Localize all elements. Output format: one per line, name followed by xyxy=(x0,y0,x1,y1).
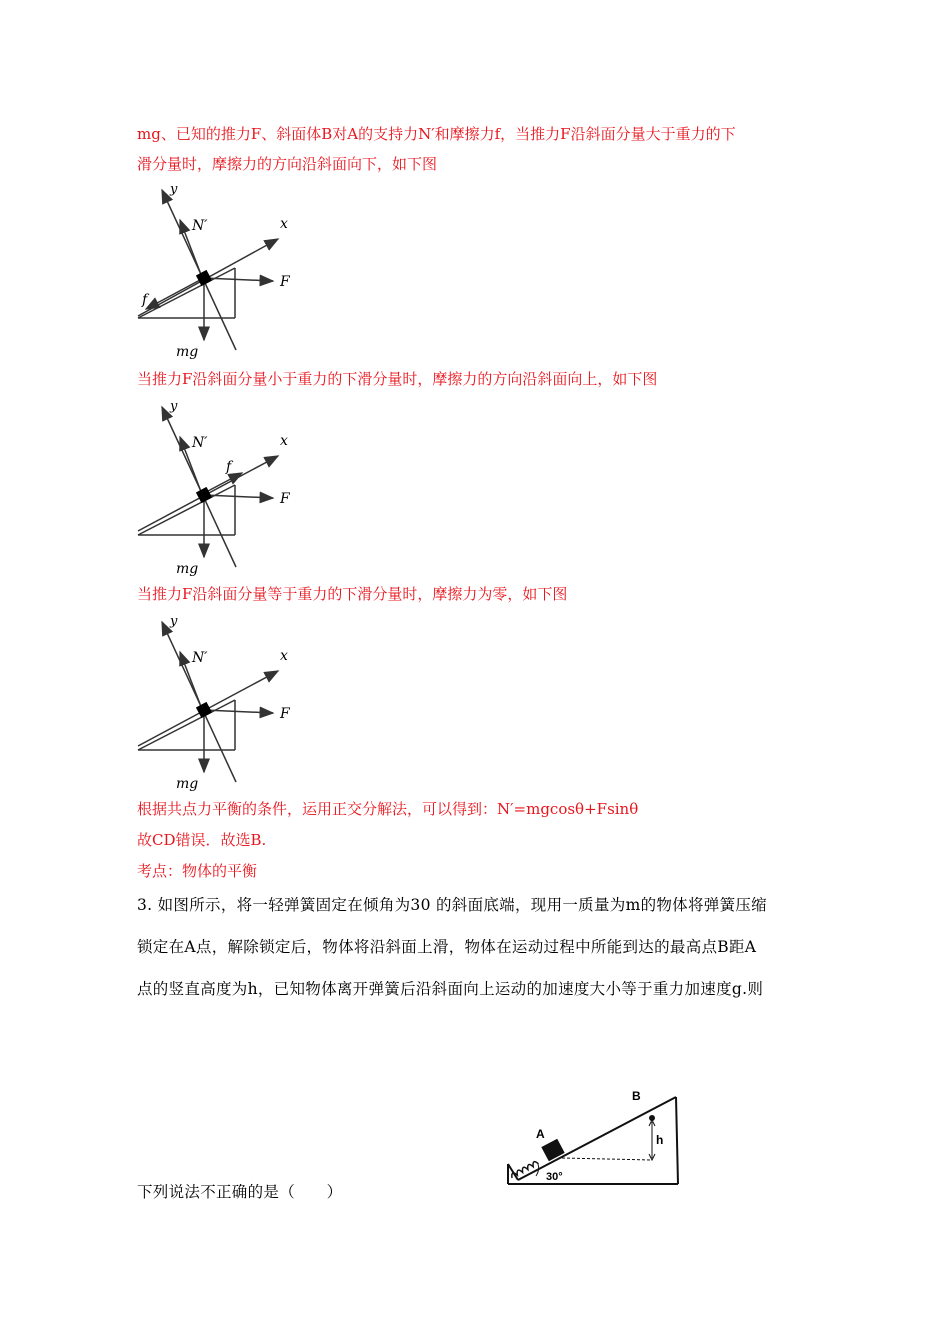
label-f: f xyxy=(226,459,232,475)
label-h: h xyxy=(656,1133,664,1147)
label-y: y xyxy=(170,614,178,629)
label-angle: 30° xyxy=(546,1171,563,1183)
label-F: F xyxy=(280,491,290,507)
question3-line2: 锁定在A点，解除锁定后，物体将沿斜面上滑，物体在运动过程中所能到达的最高点B距A xyxy=(137,938,757,956)
answer-intro-line2: 滑分量时，摩擦力的方向沿斜面向下，如下图 xyxy=(137,155,438,173)
label-N: N′ xyxy=(192,218,208,234)
incline-spring-figure xyxy=(500,1080,690,1190)
answer-conclusion: 故CD错误．故选B. xyxy=(137,831,267,849)
label-x: x xyxy=(280,648,288,664)
label-x: x xyxy=(280,216,288,232)
label-y: y xyxy=(170,399,178,414)
label-B: B xyxy=(632,1089,641,1103)
label-N: N′ xyxy=(192,650,208,666)
answer-equation: 根据共点力平衡的条件，运用正交分解法，可以得到：N′=mgcosθ+Fsinθ xyxy=(137,800,639,818)
label-x: x xyxy=(280,433,288,449)
label-mg: mg xyxy=(176,561,199,577)
label-F: F xyxy=(280,706,290,722)
question3-line1: 3. 如图所示，将一轻弹簧固定在倾角为30 的斜面底端，现用一质量为m的物体将弹簧压缩 xyxy=(137,896,767,914)
question3-line3: 点的竖直高度为h，已知物体离开弹簧后沿斜面向上运动的加速度大小等于重力加速度g.则 xyxy=(137,980,764,998)
label-f: f xyxy=(142,292,148,308)
label-mg: mg xyxy=(176,344,199,360)
force-diagram-friction-down xyxy=(130,178,310,363)
force-diagram-friction-zero xyxy=(130,610,310,795)
force-diagram-friction-up xyxy=(130,395,310,580)
question3-line4: 下列说法不正确的是（ ） xyxy=(137,1183,343,1201)
answer-case-friction-up: 当推力F沿斜面分量小于重力的下滑分量时，摩擦力的方向沿斜面向上，如下图 xyxy=(137,370,658,388)
label-A: A xyxy=(536,1127,545,1141)
label-F: F xyxy=(280,274,290,290)
label-y: y xyxy=(170,182,178,197)
answer-topic: 考点：物体的平衡 xyxy=(137,862,258,880)
label-N: N′ xyxy=(192,435,208,451)
answer-intro-line1: mg、已知的推力F、斜面体B对A的支持力N′和摩擦力f，当推力F沿斜面分量大于重力的下 xyxy=(137,125,736,143)
label-mg: mg xyxy=(176,776,199,792)
answer-case-friction-zero: 当推力F沿斜面分量等于重力的下滑分量时，摩擦力为零，如下图 xyxy=(137,585,568,603)
